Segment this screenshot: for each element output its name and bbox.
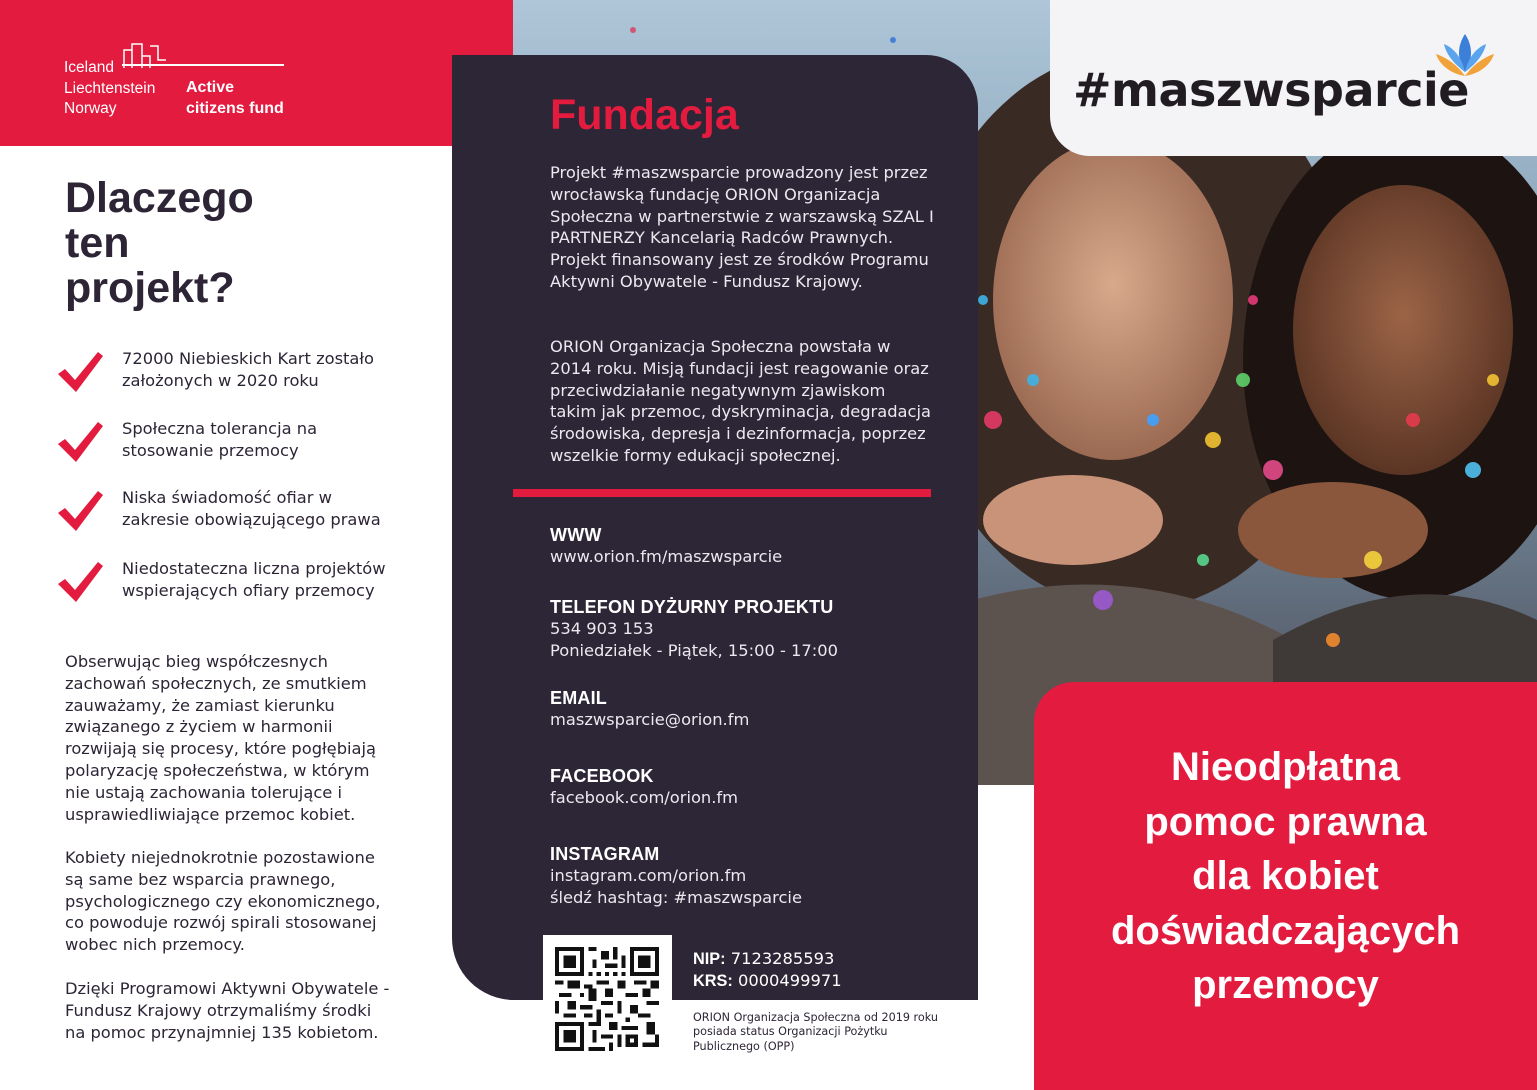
opp-status-note: ORION Organizacja Społeczna od 2019 roku posiada status Organizacji Pożytku Publicznego (OPP) xyxy=(693,1011,938,1053)
nip-value: 7123285593 xyxy=(730,949,835,968)
country-iceland: Iceland xyxy=(64,59,114,76)
nip-row xyxy=(693,948,842,970)
nip-label: NIP: xyxy=(693,950,726,968)
foundation-card xyxy=(452,55,978,1000)
reason-text: Niska świadomość ofiar w zakresie obowiązującego prawa xyxy=(122,488,381,529)
why-title-line3: projekt? xyxy=(65,264,235,312)
contact-phone-number[interactable]: 534 903 153 xyxy=(550,619,654,638)
contact-facebook-label: FACEBOOK xyxy=(550,766,654,786)
krs-value: 0000499971 xyxy=(737,971,842,990)
check-mark-icon xyxy=(56,420,104,464)
contact-facebook-link[interactable]: facebook.com/orion.fm xyxy=(550,788,739,807)
promo-line2: pomoc prawna xyxy=(1144,799,1427,844)
contact-instagram xyxy=(550,843,950,909)
qr-code[interactable] xyxy=(543,935,672,1060)
contact-phone xyxy=(550,596,950,662)
contact-www-label: WWW xyxy=(550,525,602,545)
reason-text: Niedostateczna liczna projektów wspierających ofiary przemocy xyxy=(122,559,386,600)
promo-line3: dla kobiet xyxy=(1192,854,1379,898)
reason-text: 72000 Niebieskich Kart zostało założonych w 2020 roku xyxy=(122,349,375,390)
contact-instagram-hashtag: śledź hashtag: #maszwsparcie xyxy=(550,888,802,907)
promo-line4: doświadczających xyxy=(1110,908,1461,953)
promo-line5: przemocy xyxy=(1192,963,1379,1007)
contact-instagram-link[interactable]: instagram.com/orion.fm xyxy=(550,866,747,885)
section-divider xyxy=(513,489,931,497)
contact-email-label: EMAIL xyxy=(550,688,607,708)
left-paragraph-2: Kobiety niejednokrotnie pozostawione są same bez wsparcia prawnego, psychologicznego czy ekonomicznego, co powoduje rozwój spirali stosowanej wobec nich przemocy. xyxy=(65,848,381,955)
fund-name-line2: citizens fund xyxy=(186,99,284,117)
left-paragraph-3: Dzięki Programowi Aktywni Obywatele - Fundusz Krajowy otrzymaliśmy środki na pomoc przynajmniej 135 kobietom. xyxy=(65,979,390,1042)
why-project-heading xyxy=(65,176,365,311)
krs-row xyxy=(693,970,842,992)
contact-email-link[interactable]: maszwsparcie@orion.fm xyxy=(550,710,750,729)
hashtag-banner xyxy=(1050,0,1537,156)
project-hashtag: #maszwsparcie xyxy=(1073,63,1469,117)
qr-code-icon xyxy=(553,947,661,1051)
contact-facebook xyxy=(550,765,950,809)
contact-www-link[interactable]: www.orion.fm/maszwsparcie xyxy=(550,547,783,566)
check-mark-icon xyxy=(56,350,104,394)
contact-phone-label: TELEFON DYŻURNY PROJEKTU xyxy=(550,597,834,617)
promo-line1: Nieodpłatna xyxy=(1171,745,1400,789)
country-liechtenstein: Liechtenstein xyxy=(64,79,156,97)
fund-name-line1: Active xyxy=(186,79,235,96)
contact-email xyxy=(550,687,950,731)
why-title-line2: ten xyxy=(65,219,130,267)
foundation-paragraph-1: Projekt #maszwsparcie prowadzony jest przez wrocławską fundację ORION Organizacja Społeczna w partnerstwie z warszawską SZAL I PARTNERZY Kancelarią Radców Prawnych. Projekt finansowany jest ze środków Programu Aktywni Obywatele - Fundusz Krajowy. xyxy=(550,163,934,291)
registration-numbers xyxy=(693,948,842,992)
why-title-line1: Dlaczego xyxy=(65,174,254,222)
check-mark-icon xyxy=(56,489,104,533)
free-legal-aid-headline xyxy=(1034,740,1537,1013)
left-paragraph-1: Obserwując bieg współczesnych zachowań społecznych, ze smutkiem zauważamy, że zamiast kierunku związanego z życiem w harmonii rozwijają się procesy, które pogłębiają polaryzację społeczeństwa, w którym nie ustają zachowania tolerujące i usprawiedliwiające przemoc kobiet. xyxy=(65,652,377,824)
contact-www xyxy=(550,524,950,568)
check-mark-icon xyxy=(56,560,104,604)
active-citizens-fund-logo xyxy=(64,40,286,120)
reason-text: Społeczna tolerancja na stosowanie przemocy xyxy=(122,419,318,460)
contact-phone-hours: Poniedziałek - Piątek, 15:00 - 17:00 xyxy=(550,641,838,660)
fund-name xyxy=(186,78,284,119)
country-norway: Norway xyxy=(64,100,117,117)
contact-instagram-label: INSTAGRAM xyxy=(550,844,660,864)
left-header-band xyxy=(0,0,513,146)
free-legal-aid-box xyxy=(1034,682,1537,1090)
foundation-heading: Fundacja xyxy=(550,91,739,139)
krs-label: KRS: xyxy=(693,972,733,990)
donor-countries xyxy=(64,58,155,120)
foundation-paragraph-2: ORION Organizacja Społeczna powstała w 2014 roku. Misją fundacji jest reagowanie oraz przeciwdziałanie negatywnym zjawiskom takim jak przemoc, dyskryminacja, degradacja środowiska, depresja i dezinformacja, poprzez wszelkie formy edukacji społecznej. xyxy=(550,337,931,465)
